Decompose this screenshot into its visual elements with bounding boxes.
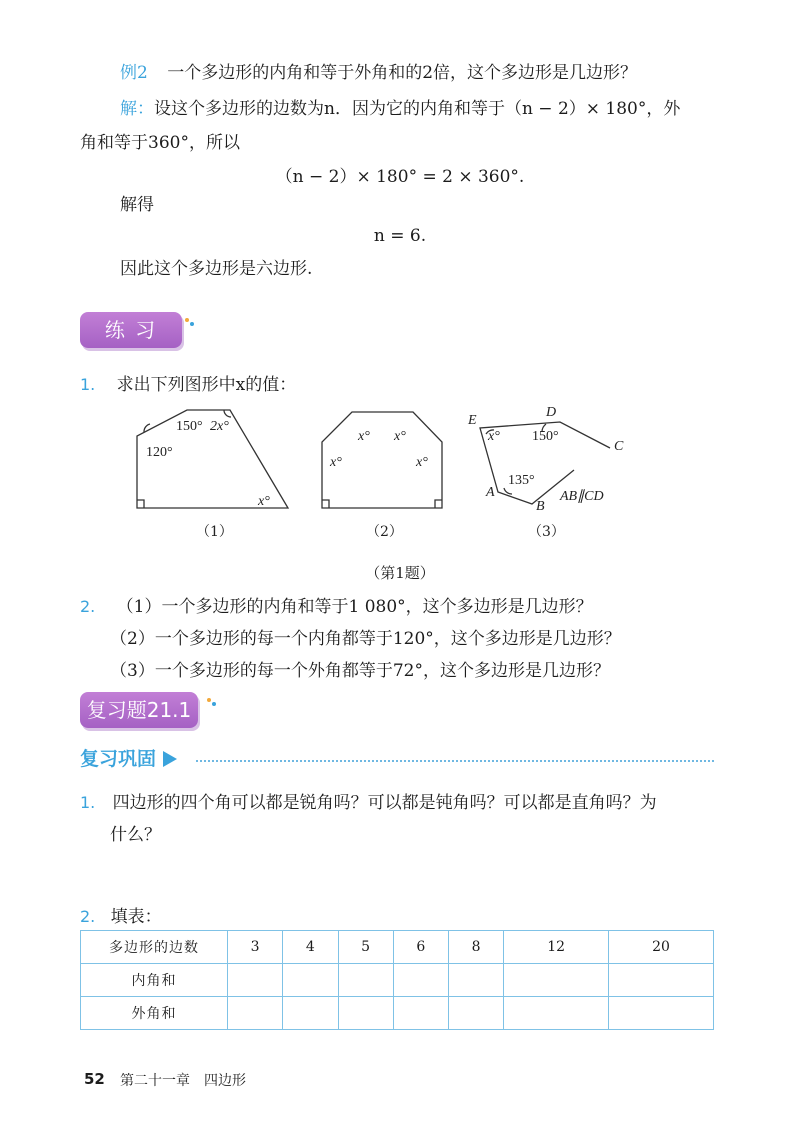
fill-in-table — [80, 930, 714, 1030]
review-tag: 复习题21.1 — [80, 692, 198, 728]
chapter-title: 第二十一章 四边形 — [120, 1073, 246, 1089]
fig3-label-C: C — [614, 439, 624, 454]
review-tag-dots-icon — [206, 696, 218, 708]
fig2-label-x4: x° — [416, 455, 428, 470]
table-blank-cell[interactable] — [338, 997, 393, 1030]
fig3-caption: （3） — [528, 524, 565, 540]
section-dotted-rule — [196, 760, 714, 762]
section-heading — [80, 744, 177, 771]
table-header-cell: 3 — [228, 931, 283, 964]
q1-text: 求出下列图形中x的值： — [116, 375, 297, 395]
table-header-cell: 8 — [449, 931, 504, 964]
table-header-cell: 20 — [609, 931, 714, 964]
table-blank-cell[interactable] — [449, 997, 504, 1030]
table-blank-cell[interactable] — [393, 964, 448, 997]
fig2-label-x1: x° — [358, 429, 370, 444]
practice-q1 — [80, 370, 296, 395]
table-blank-cell[interactable] — [504, 964, 609, 997]
fig3-label-x: x° — [488, 429, 500, 444]
fig3-label-150: 150° — [532, 429, 559, 444]
table-row-label: 内角和 — [81, 964, 228, 997]
fig1-label-x: x° — [258, 494, 270, 509]
review-q1-text-2: 什么？ — [110, 825, 161, 845]
table-header-cell: 12 — [504, 931, 609, 964]
solution-line-2: 角和等于360°，所以 — [80, 133, 240, 153]
fig1-label-150: 150° — [176, 419, 203, 434]
example-question-text: 一个多边形的内角和等于外角和的2倍，这个多边形是几边形？ — [167, 63, 638, 83]
table-blank-cell[interactable] — [609, 964, 714, 997]
table-row-label: 外角和 — [81, 997, 228, 1030]
review-q1-text-1: 四边形的四个角可以都是锐角吗？可以都是钝角吗？可以都是直角吗？为 — [112, 793, 657, 813]
fig3-label-135: 135° — [508, 473, 535, 488]
table-row — [81, 997, 714, 1030]
review-q1-number: 1. — [80, 793, 96, 812]
answer-equation: n = 6. — [373, 226, 427, 246]
practice-figures — [120, 400, 660, 550]
fig3-label-parallel: AB∥CD — [560, 489, 604, 504]
fig3-label-E: E — [468, 413, 477, 428]
review-q2-text: 填表： — [110, 907, 162, 927]
table-blank-cell[interactable] — [338, 964, 393, 997]
table-row — [81, 964, 714, 997]
q2-item-3: （3）一个多边形的每一个外角都等于72°，这个多边形是几边形？ — [110, 661, 610, 681]
fig2-label-x2: x° — [394, 429, 406, 444]
table-header-cell: 4 — [283, 931, 338, 964]
practice-tag: 练 习 — [80, 312, 182, 348]
table-blank-cell[interactable] — [449, 964, 504, 997]
q2-item-1: （1）一个多边形的内角和等于1 080°，这个多边形是几边形？ — [116, 597, 593, 617]
play-triangle-icon — [163, 751, 177, 767]
fig1-caption: （1） — [196, 524, 233, 540]
fig2-caption: （2） — [366, 524, 403, 540]
solution-text-1: 设这个多边形的边数为n．因为它的内角和等于（n − 2）× 180°，外 — [154, 99, 681, 119]
table-blank-cell[interactable] — [283, 997, 338, 1030]
figure-caption: （第1题） — [365, 564, 435, 582]
tag-dots-icon — [184, 316, 196, 328]
solution-label: 解： — [120, 99, 154, 119]
equation: （n − 2）× 180° = 2 × 360°. — [275, 167, 525, 187]
solution-line-1 — [120, 94, 680, 119]
table-header-cell: 多边形的边数 — [81, 931, 228, 964]
conclusion: 因此这个多边形是六边形. — [120, 259, 313, 279]
table-header-row — [81, 931, 714, 964]
table-header-cell: 6 — [393, 931, 448, 964]
table-blank-cell[interactable] — [609, 997, 714, 1030]
example-label: 例2 — [120, 63, 148, 83]
review-q2 — [80, 902, 162, 927]
table-header-cell: 5 — [338, 931, 393, 964]
fig3-label-B: B — [536, 499, 545, 514]
table-blank-cell[interactable] — [228, 997, 283, 1030]
table-blank-cell[interactable] — [228, 964, 283, 997]
fig1-label-120: 120° — [146, 445, 173, 460]
q2-number: 2. — [80, 597, 96, 616]
review-q1-line-1 — [80, 788, 657, 813]
fig3-label-D: D — [546, 405, 557, 420]
table-blank-cell[interactable] — [283, 964, 338, 997]
solve-text: 解得 — [120, 195, 154, 215]
table-blank-cell[interactable] — [393, 997, 448, 1030]
fig2-label-x3: x° — [330, 455, 342, 470]
review-q2-number: 2. — [80, 907, 96, 926]
practice-q2-line-1 — [80, 592, 593, 617]
q2-item-2: （2）一个多边形的每一个内角都等于120°，这个多边形是几边形？ — [110, 629, 621, 649]
example-question — [120, 58, 637, 83]
page-number: 52 — [84, 1070, 105, 1088]
table-blank-cell[interactable] — [504, 997, 609, 1030]
fig1-label-2x: 2x° — [210, 419, 229, 434]
fig3-label-A: A — [486, 485, 495, 500]
section-title: 复习巩固 — [80, 748, 157, 770]
q1-number: 1. — [80, 375, 96, 394]
